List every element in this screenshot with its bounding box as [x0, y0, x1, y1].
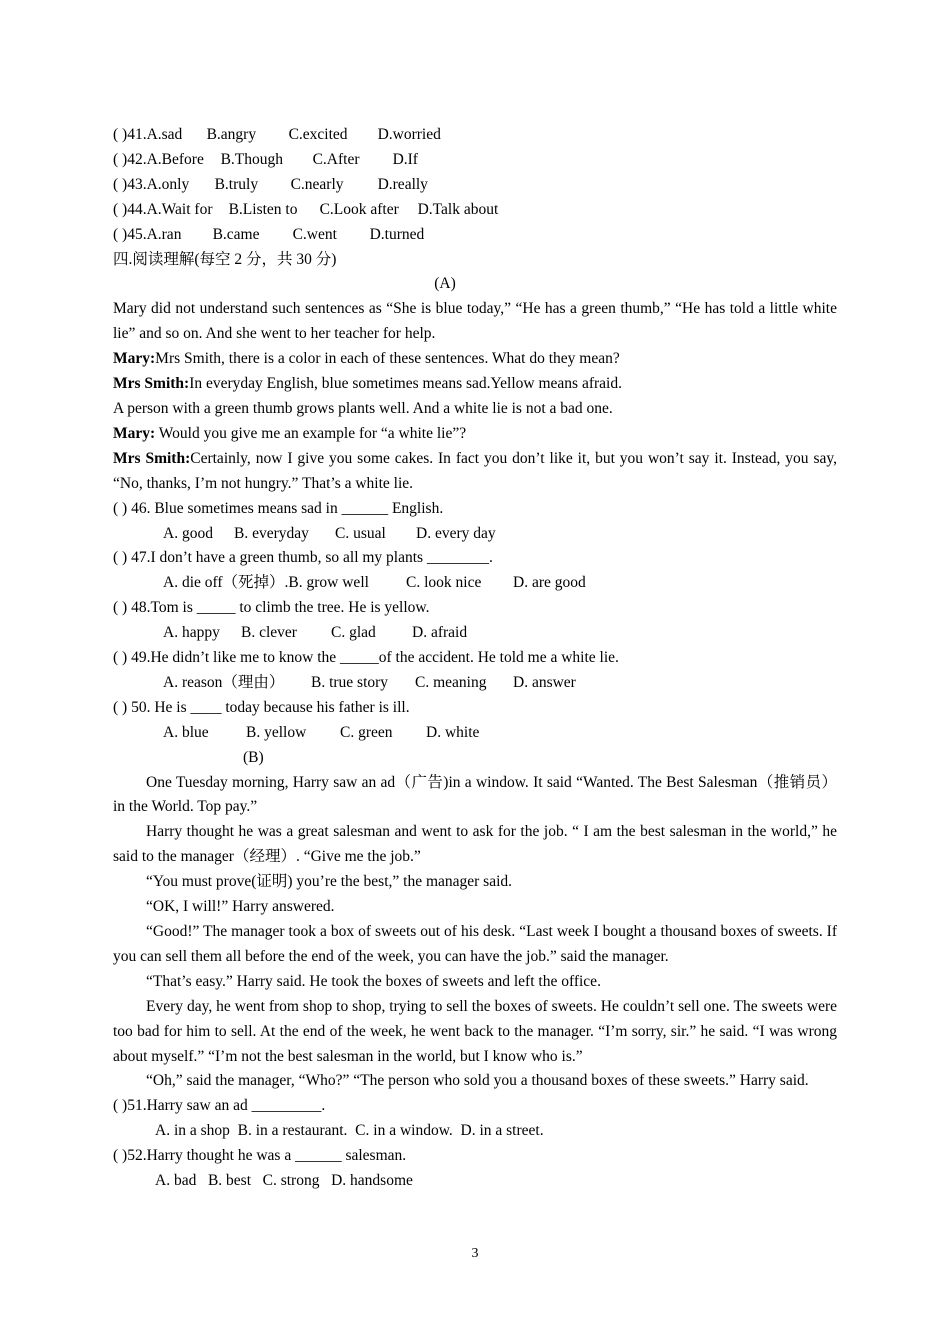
- question-46-stem: ( ) 46. Blue sometimes means sad in ______ English.: [113, 499, 444, 517]
- question-48-stem: ( ) 48.Tom is _____ to climb the tree. He is yellow.: [113, 599, 430, 617]
- question-52-options: A. bad B. best C. strong D. handsome: [155, 1172, 413, 1190]
- passage-a-label: (A): [434, 275, 456, 293]
- question-49-stem: ( ) 49.He didn’t like me to know the _____of the accident. He told me a white lie.: [113, 649, 619, 667]
- dialog-line: Mary: Would you give me an example for “a white lie”?: [113, 424, 467, 442]
- passage-b-paragraph: Harry thought he was a great salesman and went to ask for the job. “ I am the best salesman in the world,” he said to the manager（经理）. “Give me the job.”: [113, 823, 837, 866]
- question-47-options: A. die off（死掉）.B. grow well C. look nice D. are good: [163, 574, 586, 592]
- passage-b-paragraph: “Good!” The manager took a box of sweets out of his desk. “Last week I bought a thousand boxes of sweets. If you can sell them all before the end of the week, you can have the job.” said the manager.: [113, 923, 837, 965]
- dialog-line: A person with a green thumb grows plants well. And a white lie is not a bad one.: [113, 399, 613, 417]
- passage-b-paragraph: “You must prove(证明) you’re the best,” the manager said.: [146, 873, 513, 891]
- passage-b-label: (B): [243, 748, 264, 766]
- passage-b-paragraph: One Tuesday morning, Harry saw an ad（广告)in a window. It said “Wanted. The Best Salesman（推销员）in the World. Top pay.”: [113, 773, 837, 816]
- section-heading: 四.阅读理解(每空 2 分，共 30 分): [113, 250, 337, 268]
- cloze-item-41: ( )41.A.sad B.angry C.excited D.worried: [113, 126, 441, 143]
- dialog-line: Mrs Smith:Certainly, now I give you some cakes. In fact you don’t like it, but you won’t say it. Instead, you say, “No, thanks, I’m not hungry.” That’s a white lie.: [113, 449, 837, 492]
- page-number: 3: [471, 1246, 479, 1261]
- question-50-stem: ( ) 50. He is ____ today because his father is ill.: [113, 698, 410, 716]
- cloze-item-43: ( )43.A.only B.truly C.nearly D.really: [113, 175, 428, 193]
- passage-b-paragraph: “OK, I will!” Harry answered.: [146, 898, 335, 916]
- question-51-options: A. in a shop B. in a restaurant. C. in a window. D. in a street.: [155, 1122, 544, 1140]
- passage-b-paragraph: “That’s easy.” Harry said. He took the boxes of sweets and left the office.: [146, 972, 601, 990]
- passage-b-paragraph: Every day, he went from shop to shop, trying to sell the boxes of sweets. He couldn’t sell one. The sweets were too bad for him to sell. At the end of the week, he went back to the manager. “I’m sorry, sir.” he said. “I was wrong about myself.” “I’m not the best salesman in the world, but I know who is.”: [113, 997, 837, 1065]
- question-52-stem: ( )52.Harry thought he was a ______ salesman.: [113, 1147, 407, 1165]
- question-48-options: A. happy B. clever C. glad D. afraid: [163, 624, 468, 642]
- dialog-line: Mrs Smith:In everyday English, blue sometimes means sad.Yellow means afraid.: [113, 375, 622, 393]
- question-46-options: A. good B. everyday C. usual D. every day: [163, 524, 496, 542]
- cloze-item-42: ( )42.A.Before B.Though C.After D.If: [113, 150, 418, 168]
- question-47-stem: ( ) 47.I don’t have a green thumb, so all my plants ________.: [113, 549, 493, 567]
- cloze-item-44: ( )44.A.Wait for B.Listen to C.Look after D.Talk about: [113, 200, 499, 218]
- document-page: [113, 123, 837, 1194]
- passage-a-intro: Mary did not understand such sentences as “She is blue today,” “He has a green thumb,” “He has told a little white lie” and so on. And she went to her teacher for help.: [113, 300, 837, 343]
- dialog-line: Mary:Mrs Smith, there is a color in each of these sentences. What do they mean?: [113, 350, 620, 368]
- cloze-item-45: ( )45.A.ran B.came C.went D.turned: [113, 225, 425, 243]
- question-50-options: A. blue B. yellow C. green D. white: [163, 723, 480, 741]
- question-49-options: A. reason（理由） B. true story C. meaning D. answer: [163, 673, 576, 691]
- passage-b-paragraph: “Oh,” said the manager, “Who?” “The person who sold you a thousand boxes of these sweets.” Harry said.: [146, 1072, 809, 1090]
- question-51-stem: ( )51.Harry saw an ad _________.: [113, 1097, 326, 1115]
